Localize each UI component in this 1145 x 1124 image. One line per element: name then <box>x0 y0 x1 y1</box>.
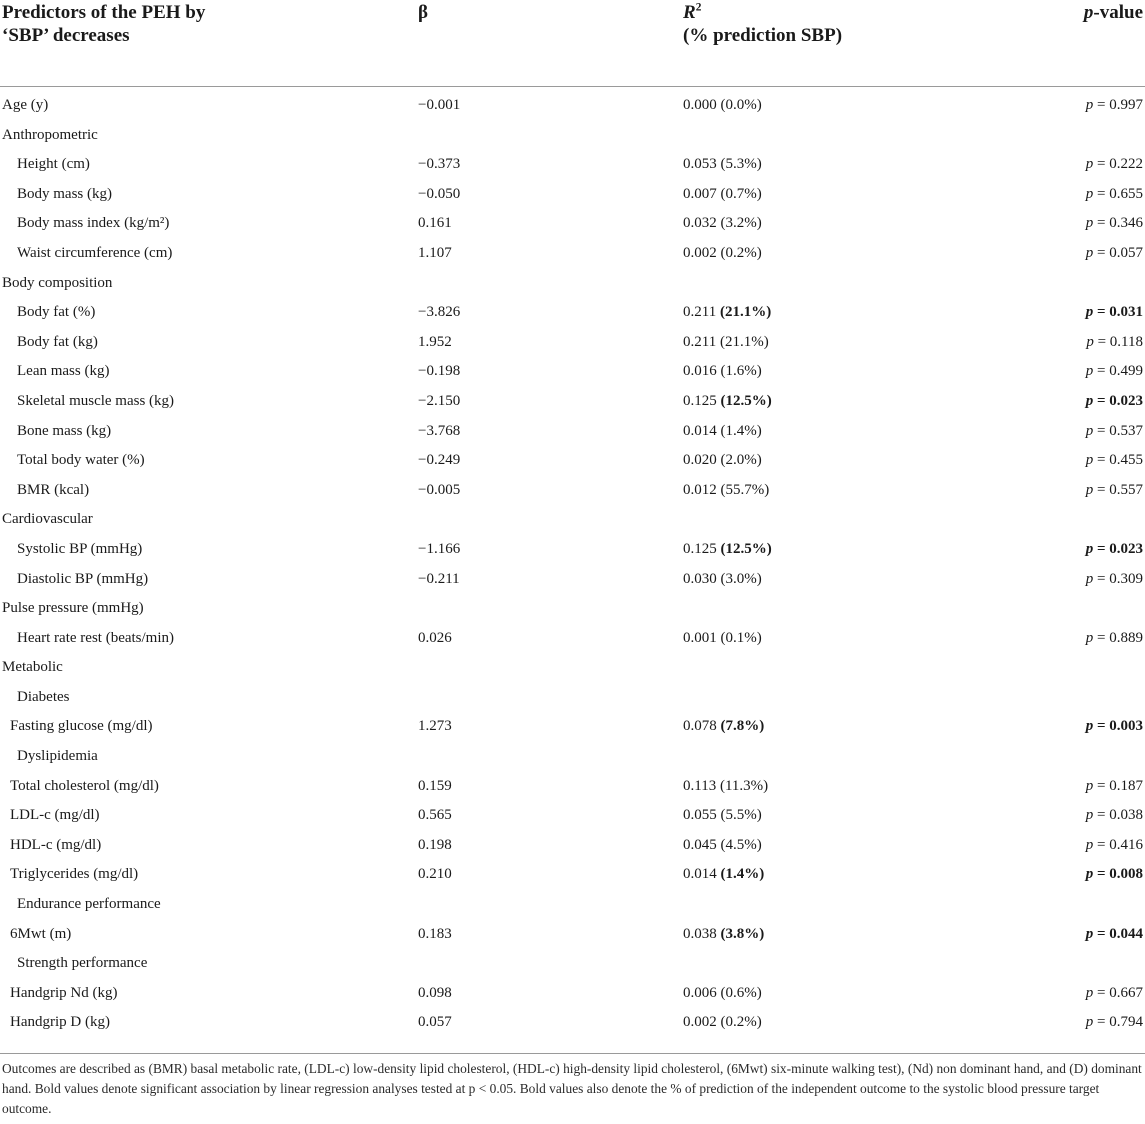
p-value-cell <box>1086 417 1143 447</box>
r2-value: 0.000 <box>683 97 717 113</box>
r2-value: 0.125 <box>683 540 717 557</box>
p-value-cell <box>1086 239 1143 269</box>
p-value-cell <box>1086 446 1143 476</box>
r2-value: 0.045 <box>683 836 717 853</box>
r2-cell <box>683 476 769 506</box>
p-number: 0.044 <box>1109 925 1143 942</box>
row-label: Diastolic BP (mmHg) <box>17 570 149 587</box>
table-row <box>0 801 1145 831</box>
header-beta: β <box>418 2 429 23</box>
beta-cell: −0.249 <box>418 452 461 469</box>
table-row <box>0 91 1145 121</box>
table-row <box>0 920 1145 950</box>
row-label: Skeletal muscle mass (kg) <box>17 392 175 409</box>
r2-percent: (0.0%) <box>720 97 762 113</box>
beta-cell: 0.159 <box>418 777 452 794</box>
beta-cell: −3.768 <box>418 422 461 439</box>
header-predictors: Predictors of the PEH by ‘SBP’ decreases <box>2 2 206 46</box>
r2-value: 0.016 <box>683 363 717 380</box>
p-value-cell <box>1086 979 1143 1009</box>
r2-value: 0.014 <box>683 422 717 439</box>
r2-percent: (1.4%) <box>720 422 762 439</box>
p-symbol: p <box>1085 392 1094 409</box>
table-row <box>0 535 1145 565</box>
row-label: Body mass (kg) <box>17 185 112 202</box>
p-equals: = <box>1093 304 1110 321</box>
p-number: 0.023 <box>1109 392 1143 409</box>
p-number: 0.057 <box>1109 244 1143 261</box>
r2-value: 0.002 <box>683 1014 717 1031</box>
p-equals: = <box>1093 244 1110 261</box>
p-symbol: p <box>1085 185 1094 202</box>
p-number: 0.416 <box>1109 836 1143 853</box>
p-number: 0.557 <box>1109 481 1143 498</box>
r2-percent: (0.2%) <box>720 244 762 261</box>
r2-cell <box>683 357 762 387</box>
p-equals: = <box>1093 540 1110 557</box>
r2-percent: (21.1%) <box>719 333 769 350</box>
p-number: 0.499 <box>1109 363 1143 380</box>
row-label: Body composition <box>2 274 113 291</box>
r2-cell <box>683 772 768 802</box>
r2-cell <box>683 712 764 742</box>
table-row <box>0 742 1145 772</box>
r2-percent: (0.6%) <box>720 984 762 1001</box>
p-number: 0.023 <box>1109 540 1143 557</box>
p-symbol: p <box>1085 97 1094 113</box>
table-row <box>0 417 1145 447</box>
p-equals: = <box>1093 925 1110 942</box>
p-number: 0.655 <box>1109 185 1143 202</box>
p-symbol: p <box>1085 156 1094 173</box>
row-label: Total cholesterol (mg/dl) <box>10 777 159 794</box>
p-number: 0.003 <box>1109 718 1143 735</box>
r2-percent: (5.3%) <box>720 156 762 173</box>
table-row <box>0 357 1145 387</box>
beta-cell: 0.183 <box>418 925 452 942</box>
beta-cell: 0.210 <box>418 866 452 883</box>
p-symbol: p <box>1085 304 1094 321</box>
p-value-cell <box>1086 328 1143 358</box>
p-number: 0.794 <box>1109 1014 1143 1031</box>
r2-cell <box>683 979 762 1009</box>
r2-cell <box>683 446 762 476</box>
table-row <box>0 150 1145 180</box>
row-label: Endurance performance <box>17 896 161 913</box>
r2-value: 0.014 <box>683 866 717 883</box>
table-row <box>0 565 1145 595</box>
p-symbol: p <box>1086 333 1094 350</box>
p-number: 0.997 <box>1109 97 1143 113</box>
p-number: 0.889 <box>1109 629 1143 646</box>
p-value-cell <box>1086 920 1143 950</box>
row-label: Age (y) <box>2 97 49 113</box>
r2-cell <box>683 565 762 595</box>
row-label: Systolic BP (mmHg) <box>17 540 143 557</box>
footnote-text: Outcomes are described as (BMR) basal metabolic rate, (LDL-c) low-density lipid cholesterol, (HDL-c) high-density lipid cholesterol, (6Mwt) six-minute walking test), (Nd) non dominant hand, and (D) dominant hand. Bold values denote significant association by linear regression analyses tested at p < 0.05. Bold values also denote the % of prediction of the independent outcome to the systolic blood pressure target outcome. <box>2 1061 1142 1116</box>
r2-cell <box>683 417 762 447</box>
p-symbol: p <box>1085 481 1094 498</box>
table-row <box>0 446 1145 476</box>
p-equals: = <box>1093 718 1110 735</box>
beta-cell: 1.107 <box>418 244 452 261</box>
p-value-cell <box>1086 801 1143 831</box>
table-row <box>0 239 1145 269</box>
row-label: Handgrip Nd (kg) <box>10 984 118 1001</box>
table-body <box>0 87 1145 1038</box>
p-symbol: p <box>1085 422 1094 439</box>
r2-cell <box>683 831 762 861</box>
table-row <box>0 653 1145 683</box>
table-row <box>0 772 1145 802</box>
r2-percent: (21.1%) <box>719 304 772 321</box>
r2-percent: (1.4%) <box>720 866 765 883</box>
r2-cell <box>683 239 762 269</box>
row-label: Triglycerides (mg/dl) <box>10 866 139 883</box>
r2-percent: (0.1%) <box>720 629 762 646</box>
r2-percent: (0.2%) <box>720 1014 762 1031</box>
r2-percent: (7.8%) <box>720 718 765 735</box>
row-label: Total body water (%) <box>17 452 145 469</box>
r2-value: 0.001 <box>683 629 717 646</box>
r2-cell <box>683 801 762 831</box>
table-row <box>0 890 1145 920</box>
header-r2 <box>683 1 842 47</box>
table-row <box>0 209 1145 239</box>
p-equals: = <box>1093 392 1110 409</box>
r2-value: 0.038 <box>683 925 717 942</box>
table-header <box>0 0 1145 87</box>
p-value-cell <box>1086 357 1143 387</box>
p-equals: = <box>1093 422 1110 439</box>
r2-value: 0.211 <box>683 304 717 321</box>
row-label: Handgrip D (kg) <box>10 1014 110 1031</box>
table-row <box>0 979 1145 1009</box>
table-row <box>0 328 1145 358</box>
p-symbol: p <box>1085 452 1094 469</box>
r2-value: 0.002 <box>683 244 717 261</box>
row-label: Waist circumference (cm) <box>17 244 173 261</box>
r2-cell <box>683 91 762 121</box>
r2-value: 0.125 <box>683 392 717 409</box>
p-value-cell <box>1086 387 1143 417</box>
p-symbol: p <box>1085 836 1094 853</box>
p-value-cell <box>1086 150 1143 180</box>
row-label: Metabolic <box>2 659 63 676</box>
p-equals: = <box>1093 333 1110 350</box>
beta-cell: −0.211 <box>418 570 460 587</box>
table-row <box>0 1008 1145 1038</box>
p-value-cell <box>1086 860 1143 890</box>
r2-percent: (3.8%) <box>720 925 765 942</box>
p-symbol: p <box>1085 984 1094 1001</box>
p-symbol: p <box>1085 925 1094 942</box>
r2-percent: (1.6%) <box>720 363 762 380</box>
p-equals: = <box>1093 777 1110 794</box>
p-number: 0.008 <box>1109 866 1143 883</box>
r2-value: 0.030 <box>683 570 717 587</box>
r2-value: 0.006 <box>683 984 717 1001</box>
table-row <box>0 949 1145 979</box>
row-label: Body fat (%) <box>17 304 96 321</box>
beta-cell: −3.826 <box>418 304 461 321</box>
p-number: 0.346 <box>1109 215 1143 232</box>
p-number: 0.455 <box>1109 452 1143 469</box>
p-value-cell <box>1086 209 1143 239</box>
beta-cell: 0.565 <box>418 807 452 824</box>
p-value-cell <box>1086 535 1143 565</box>
p-value-cell <box>1086 180 1143 210</box>
p-value-cell <box>1086 476 1143 506</box>
beta-cell: 1.952 <box>418 333 452 350</box>
row-label: Body mass index (kg/m²) <box>17 215 170 232</box>
r2-value: 0.020 <box>683 452 717 469</box>
table-row <box>0 712 1145 742</box>
p-equals: = <box>1093 836 1110 853</box>
r2-value: 0.055 <box>683 807 717 824</box>
beta-cell: −2.150 <box>418 392 461 409</box>
table-row <box>0 298 1145 328</box>
p-equals: = <box>1093 185 1110 202</box>
p-value-cell <box>1086 565 1143 595</box>
row-label: Dyslipidemia <box>17 748 98 765</box>
p-symbol: p <box>1085 215 1094 232</box>
p-symbol: p <box>1085 807 1094 824</box>
r2-value: 0.032 <box>683 215 717 232</box>
p-symbol: p <box>1085 629 1094 646</box>
r2-cell <box>683 150 762 180</box>
r2-cell <box>683 535 772 565</box>
r2-cell <box>683 1008 762 1038</box>
row-label: Strength performance <box>17 955 148 972</box>
r2-cell <box>683 209 762 239</box>
p-value-cell <box>1086 831 1143 861</box>
beta-cell: −0.001 <box>418 97 461 113</box>
p-equals: = <box>1093 1014 1110 1031</box>
table-row <box>0 594 1145 624</box>
table-footnote <box>0 1053 1145 1119</box>
beta-cell: 0.057 <box>418 1014 452 1031</box>
header-r2-symbol: R <box>683 2 696 23</box>
p-symbol: p <box>1085 718 1094 735</box>
row-label: BMR (kcal) <box>17 481 90 498</box>
table-row <box>0 624 1145 654</box>
p-equals: = <box>1093 984 1110 1001</box>
beta-cell: −0.050 <box>418 185 461 202</box>
header-p-rest: -value <box>1093 2 1143 23</box>
table-row <box>0 831 1145 861</box>
row-label: Heart rate rest (beats/min) <box>17 629 175 646</box>
table-row <box>0 683 1145 713</box>
p-equals: = <box>1093 215 1110 232</box>
p-symbol: p <box>1085 1014 1094 1031</box>
header-p-italic: p <box>1083 2 1094 23</box>
r2-cell <box>683 860 764 890</box>
r2-percent: (0.7%) <box>720 185 762 202</box>
table-row <box>0 269 1145 299</box>
beta-cell: −0.198 <box>418 363 461 380</box>
row-label: Lean mass (kg) <box>17 363 110 380</box>
p-number: 0.118 <box>1109 333 1143 350</box>
p-value-cell <box>1086 624 1143 654</box>
r2-percent: (2.0%) <box>720 452 762 469</box>
p-equals: = <box>1093 629 1110 646</box>
table-row <box>0 860 1145 890</box>
p-symbol: p <box>1085 777 1094 794</box>
table-row <box>0 505 1145 535</box>
r2-value: 0.113 <box>683 777 717 794</box>
beta-cell: 1.273 <box>418 718 452 735</box>
row-label: HDL-c (mg/dl) <box>10 836 102 853</box>
header-r2-sub: (% prediction SBP) <box>683 25 843 46</box>
p-value-cell <box>1086 712 1143 742</box>
r2-cell <box>683 180 762 210</box>
r2-percent: (3.2%) <box>720 215 762 232</box>
table-row <box>0 121 1145 151</box>
r2-value: 0.053 <box>683 156 717 173</box>
p-number: 0.031 <box>1109 304 1143 321</box>
r2-percent: (55.7%) <box>720 481 770 498</box>
p-symbol: p <box>1085 866 1094 883</box>
p-equals: = <box>1093 481 1110 498</box>
p-number: 0.537 <box>1109 422 1143 439</box>
beta-cell: 0.161 <box>418 215 452 232</box>
p-number: 0.038 <box>1109 807 1143 824</box>
row-label: LDL-c (mg/dl) <box>10 807 100 824</box>
p-value-cell <box>1086 772 1143 802</box>
p-symbol: p <box>1085 244 1094 261</box>
header-p-value <box>1084 1 1143 24</box>
r2-value: 0.007 <box>683 185 717 202</box>
r2-percent: (4.5%) <box>720 836 762 853</box>
r2-cell <box>683 920 764 950</box>
p-symbol: p <box>1085 540 1094 557</box>
p-symbol: p <box>1085 363 1094 380</box>
row-label: Anthropometric <box>2 126 98 143</box>
row-label: Body fat (kg) <box>17 333 98 350</box>
row-label: Bone mass (kg) <box>17 422 112 439</box>
p-value-cell <box>1086 298 1143 328</box>
p-equals: = <box>1093 97 1110 113</box>
beta-cell: 0.098 <box>418 984 452 1001</box>
r2-cell <box>683 624 762 654</box>
r2-value: 0.211 <box>683 333 717 350</box>
r2-value: 0.012 <box>683 481 717 498</box>
r2-value: 0.078 <box>683 718 717 735</box>
r2-cell <box>683 328 769 358</box>
p-equals: = <box>1093 866 1110 883</box>
beta-cell: −0.005 <box>418 481 461 498</box>
row-label: Cardiovascular <box>2 511 93 528</box>
table-row <box>0 180 1145 210</box>
p-equals: = <box>1093 363 1110 380</box>
row-label: Pulse pressure (mmHg) <box>2 600 144 617</box>
r2-percent: (12.5%) <box>720 540 772 557</box>
p-number: 0.222 <box>1109 156 1143 173</box>
p-value-cell <box>1086 91 1143 121</box>
table-row <box>0 387 1145 417</box>
row-label: Height (cm) <box>17 156 90 173</box>
p-equals: = <box>1093 807 1110 824</box>
beta-cell: 0.198 <box>418 836 452 853</box>
r2-percent: (5.5%) <box>720 807 762 824</box>
beta-cell: 0.026 <box>418 629 452 646</box>
r2-percent: (3.0%) <box>720 570 762 587</box>
p-equals: = <box>1093 570 1110 587</box>
p-equals: = <box>1093 156 1110 173</box>
header-r2-sup: 2 <box>695 1 702 14</box>
row-label: 6Mwt (m) <box>10 925 72 942</box>
beta-cell: −0.373 <box>418 156 461 173</box>
p-symbol: p <box>1085 570 1094 587</box>
p-equals: = <box>1093 452 1110 469</box>
p-number: 0.309 <box>1109 570 1143 587</box>
beta-cell: −1.166 <box>418 540 461 557</box>
p-value-cell <box>1086 1008 1143 1038</box>
p-number: 0.667 <box>1109 984 1143 1001</box>
r2-percent: (11.3%) <box>719 777 769 794</box>
r2-percent: (12.5%) <box>720 392 772 409</box>
p-number: 0.187 <box>1109 777 1143 794</box>
r2-cell <box>683 298 771 328</box>
row-label: Diabetes <box>17 688 70 705</box>
r2-cell <box>683 387 772 417</box>
row-label: Fasting glucose (mg/dl) <box>10 718 153 735</box>
table-row <box>0 476 1145 506</box>
